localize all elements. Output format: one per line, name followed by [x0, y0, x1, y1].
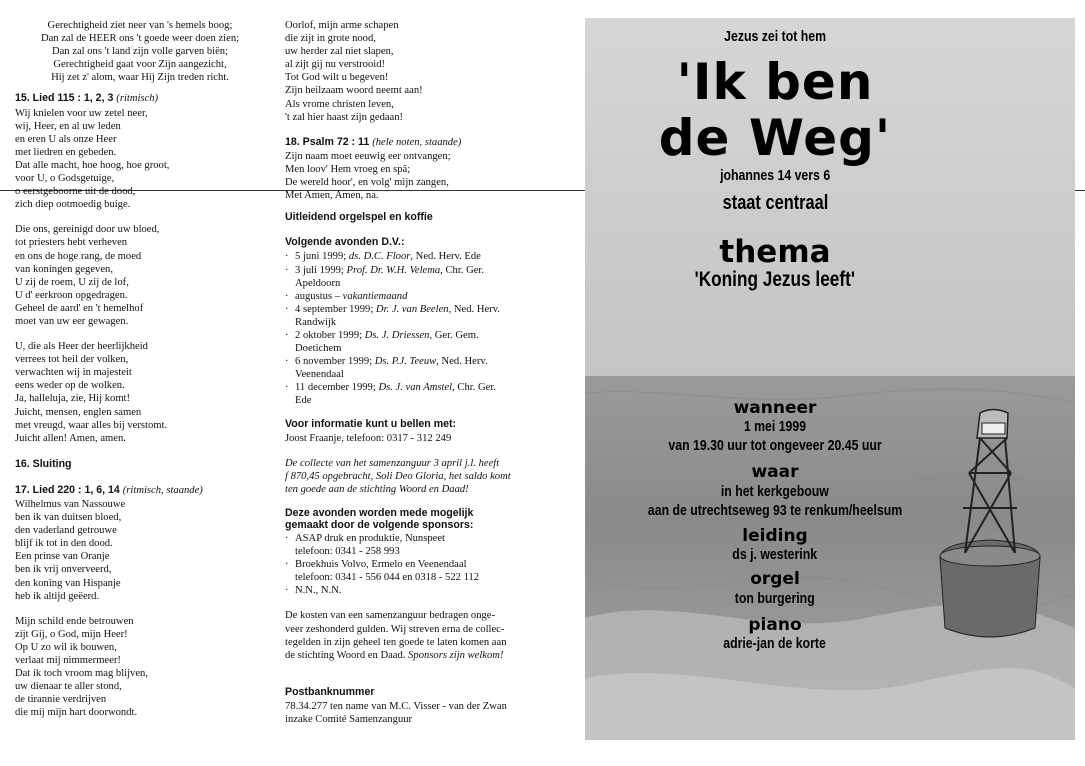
- text-line: Geheel de aard' en 't hemelhof: [15, 302, 144, 314]
- text-line: uw dienaar te aller stond,: [15, 681, 122, 693]
- text-line: Als vrome christen leven,: [285, 98, 394, 110]
- title-line-2: de Weg': [658, 109, 892, 167]
- sponsor-line: · Broekhuis Volvo, Ermelo en Veenendaal: [285, 558, 535, 571]
- text-line: tot priesters hebt verheven: [15, 237, 128, 249]
- text-line: zijt Gij, o God, mijn Heer!: [15, 628, 128, 640]
- text-line: Men loov' Hem vroeg en spâ;: [285, 163, 411, 175]
- section-15-note: (ritmisch): [116, 93, 159, 105]
- text-line: Hij zet z' alom, waar Hij Zijn treden richt.: [51, 72, 229, 84]
- text-line: ten goede aan de stichting Woord en Daad!: [285, 483, 469, 495]
- avonden-list: [285, 250, 535, 407]
- avond-speaker: Ds. J. van Amstel: [378, 382, 453, 394]
- info-contact: [285, 432, 535, 445]
- section-16-heading: [15, 458, 265, 471]
- title-line-1: 'Ik ben: [676, 53, 874, 111]
- avond-text: , Ger. Gem.: [429, 329, 479, 341]
- avond-speaker: Ds. J. Driessen: [364, 329, 430, 341]
- lied-220-verse-1: [15, 498, 265, 603]
- text-line: eens weder op de wolken.: [15, 380, 125, 392]
- avond-item: [285, 355, 535, 368]
- orgel-name: ton burgering: [735, 590, 815, 607]
- text-line: Die ons, gereinigd door uw bloed,: [15, 224, 160, 236]
- text-line: Zijn naam moet eeuwig eer ontvangen;: [285, 150, 451, 162]
- text-line: Op U zo wil ik bouwen,: [15, 641, 117, 653]
- avond-text: augustus –: [295, 290, 343, 302]
- avond-item: [285, 264, 535, 277]
- text-line: Gerechtigheid ziet neer van 's hemels boog;: [47, 20, 233, 31]
- avond-speaker: Dr. J. van Beelen: [375, 303, 449, 315]
- avond-speaker: Ds. P.J. Teeuw: [374, 356, 437, 368]
- uitleidend-heading: [285, 211, 535, 224]
- column-middle: [285, 19, 535, 726]
- sponsors-welcome: Sponsors zijn welkom!: [408, 649, 504, 661]
- avond-place: Apeldoorn: [295, 277, 341, 289]
- avond-place: Veenendaal: [295, 369, 344, 381]
- volgende-title: Volgende avonden D.V.:: [285, 236, 405, 249]
- place-line-2: aan de utrechtseweg 93 te renkum/heelsum: [647, 502, 903, 519]
- text-line: den koning van Hispanje: [15, 577, 121, 589]
- thema-text: 'Koning Jezus leeft': [694, 268, 856, 291]
- sponsor-line: · N.N., N.N.: [285, 584, 535, 597]
- text-line: U d' eerkroon opgedragen.: [15, 289, 128, 301]
- avond-place: Doetichem: [295, 343, 342, 355]
- postbank-title: Postbanknummer: [285, 685, 375, 698]
- section-17-heading: [15, 484, 265, 497]
- cover-panel: [585, 18, 1075, 740]
- wanneer-label: wanneer: [733, 398, 817, 418]
- avond-place: Randwijk: [295, 316, 337, 328]
- text-line: Dan zal ons 't land zijn volle garven biën;: [51, 46, 229, 58]
- text-line: met liedren en gebeden.: [15, 146, 117, 158]
- text-line: Dat ik toch vroom mag blijven,: [15, 668, 148, 680]
- text-line: de tirannie verdrijven: [15, 694, 107, 706]
- section-16-title: 16. Sluiting: [15, 457, 72, 470]
- text-line: Zijn heilzaam woord neemt aan!: [285, 85, 423, 97]
- text-line: inzake Comité Samenzanguur: [285, 714, 413, 726]
- section-18-note: (hele noten, staande): [372, 136, 462, 148]
- section-17-note: (ritmisch, staande): [122, 484, 203, 496]
- section-18-heading: [285, 136, 535, 149]
- avond-speaker: ds. D.C. Floor: [348, 251, 411, 263]
- avond-text: , Chr. Ger.: [452, 382, 496, 394]
- text-line: Mijn schild ende betrouwen: [15, 615, 134, 627]
- postbank-info: [285, 700, 535, 726]
- avond-text: , Ned. Herv. Ede: [410, 251, 481, 263]
- kosten-line: tegelden in zijn geheel ten goede te laten komen aan: [285, 636, 507, 648]
- text-line: Dat alle macht, hoe hoog, hoe groot,: [15, 159, 170, 171]
- text-line: ben ik van duitsen bloed,: [15, 512, 122, 524]
- text-line: Gerechtigheid gaat voor Zijn aangezicht,: [53, 59, 227, 71]
- column-left: [15, 19, 265, 720]
- text-line: Tot God wilt u begeven!: [285, 72, 389, 84]
- avond-item: [285, 290, 535, 303]
- text-line: 't zal hier haast zijn gedaan!: [285, 111, 404, 123]
- bible-reference: johannes 14 vers 6: [719, 167, 831, 184]
- lied-115-verse-2: [15, 223, 265, 328]
- kicker: Jezus zei tot hem: [724, 28, 826, 45]
- avond-speaker: vakantiemaand: [342, 290, 408, 302]
- postbank-heading: [285, 686, 535, 699]
- text-line: De wereld hoor', en volg' mijn zangen,: [285, 177, 449, 189]
- section-15-title: 15. Lied 115 : 1, 2, 3: [15, 92, 114, 105]
- text-line: en ons de hoge rang, de moed: [15, 250, 142, 262]
- sponsor-line: telefoon: 0341 - 556 044 en 0318 - 522 112: [295, 572, 480, 584]
- text-line: Wij knielen voor uw zetel neer,: [15, 107, 148, 119]
- waar-label: waar: [751, 462, 799, 482]
- text-line: al zijt gij nu verstrooid!: [285, 59, 386, 71]
- text-line: ben ik vrij onverveerd,: [15, 564, 112, 576]
- thema-label: thema: [719, 234, 831, 270]
- text-line: verrees tot heil der volken,: [15, 354, 129, 366]
- sponsor-line: telefoon: 0341 - 258 993: [295, 546, 400, 558]
- avond-item: [285, 250, 535, 263]
- volgende-heading: [285, 236, 535, 249]
- text-line: o eerstgeboorne uit de dood,: [15, 186, 136, 198]
- psalm-verse-intro: [15, 19, 265, 84]
- sponsors-list: [285, 532, 535, 597]
- text-line: Met Amen, Amen, na.: [285, 190, 379, 202]
- text-line: die mij mijn hart doorwondt.: [15, 707, 138, 719]
- collecte-note: [285, 457, 535, 496]
- text-line: en eren U als onze Heer: [15, 133, 117, 145]
- text-line: Juicht, mensen, englen samen: [15, 406, 142, 418]
- text-line: Wilhelmus van Nassouwe: [15, 499, 126, 510]
- avond-text: 3 juli 1999;: [295, 264, 347, 276]
- kosten-line: De kosten van een samenzanguur bedragen onge-: [285, 610, 496, 622]
- avond-text: 11 december 1999;: [295, 382, 379, 394]
- leiding-name: ds j. westerink: [732, 546, 818, 563]
- sponsor-heading: [285, 507, 535, 531]
- avond-item: [285, 303, 535, 316]
- uitleidend-text: Uitleidend orgelspel en koffie: [285, 211, 433, 224]
- avond-text: , Chr. Ger.: [440, 264, 485, 276]
- event-date: 1 mei 1999: [743, 418, 807, 435]
- piano-label: piano: [748, 615, 802, 635]
- text-line: Oorlof, mijn arme schapen: [285, 20, 399, 31]
- place-line-1: in het kerkgebouw: [720, 483, 829, 500]
- avond-text: 4 september 1999;: [295, 303, 376, 315]
- avond-text: 6 november 1999;: [295, 356, 375, 368]
- kosten-line: veer zeshonderd gulden. Wij streven erna de collec-: [285, 623, 505, 635]
- event-time: van 19.30 uur tot ongeveer 20.45 uur: [668, 437, 882, 454]
- avond-item: [285, 329, 535, 342]
- info-text: Joost Fraanje, telefoon: 0317 - 312 249: [285, 432, 452, 444]
- lied-115-verse-1: [15, 107, 265, 212]
- leiding-label: leiding: [742, 526, 808, 546]
- text-line: verlaat mij nimmermeer!: [15, 655, 121, 667]
- avond-text: 2 oktober 1999;: [295, 329, 365, 341]
- avond-place: Ede: [295, 395, 312, 407]
- info-title: Voor informatie kunt u bellen met:: [285, 417, 457, 430]
- text-line: Een prinse van Oranje: [15, 551, 110, 563]
- kosten-line: de stichting Woord en Daad.: [285, 649, 406, 661]
- text-line: die zijt in grote nood,: [285, 33, 376, 45]
- text-line: verwachten wij in majesteit: [15, 367, 132, 379]
- sponsor-line: · ASAP druk en produktie, Nunspeet: [285, 532, 535, 545]
- text-line: voor U, o Godsgetuige,: [15, 173, 115, 185]
- text-line: De collecte van het samenzanguur 3 april j.l. heeft: [285, 457, 500, 469]
- text-line: moet van uw eer gewagen.: [15, 315, 129, 327]
- avond-item: [285, 381, 535, 394]
- text-line: Ja, halleluja, zie, Hij komt!: [15, 393, 131, 405]
- piano-name: adrie-jan de korte: [723, 635, 827, 652]
- kosten-paragraph: [285, 609, 535, 661]
- section-17-title: 17. Lied 220 : 1, 6, 14: [15, 483, 120, 496]
- text-line: den vaderland getrouwe: [15, 525, 117, 537]
- text-line: f 870,45 opgebracht, Soli Deo Gloria, het saldo komt: [285, 470, 511, 482]
- text-line: van koningen gegeven,: [15, 263, 113, 275]
- lied-220-verse-2: [15, 615, 265, 720]
- lied-220-verse-3: [285, 19, 535, 124]
- avond-text: , Ned. Herv.: [448, 303, 500, 315]
- avond-text: 5 juni 1999;: [295, 251, 349, 263]
- lied-115-verse-3: [15, 340, 265, 445]
- text-line: blijf ik tot in den dood.: [15, 538, 113, 550]
- info-heading: [285, 418, 535, 431]
- text-line: gemaakt door de volgende sponsors:: [285, 519, 474, 531]
- text-line: Dan zal de HEER ons 't goede weer doen zien;: [40, 33, 240, 45]
- orgel-label: orgel: [750, 569, 800, 589]
- text-line: wij, Heer, en al uw leden: [15, 120, 121, 132]
- text-line: zich diep ootmoedig buige.: [15, 199, 131, 211]
- avond-text: , Ned. Herv.: [436, 356, 488, 368]
- avond-speaker: Prof. Dr. W.H. Velema: [346, 264, 441, 276]
- text-line: 78.34.277 ten name van M.C. Visser - van der Zwan: [285, 700, 507, 712]
- text-line: Deze avonden worden mede mogelijk: [285, 507, 474, 519]
- text-line: heb ik altijd geëerd.: [15, 590, 100, 602]
- section-15-heading: [15, 92, 265, 105]
- text-line: U zij de roem, U zij de lof,: [15, 276, 129, 288]
- text-line: uw herder zal niet slapen,: [285, 46, 394, 58]
- staat-centraal: staat centraal: [722, 192, 828, 214]
- text-line: met vreugd, waar alles bij verstomt.: [15, 419, 168, 431]
- text-line: U, die als Heer der heerlijkheid: [15, 341, 148, 353]
- text-line: Juicht allen! Amen, amen.: [15, 432, 126, 444]
- section-18-title: 18. Psalm 72 : 11: [285, 135, 370, 148]
- psalm-72-verse: [285, 150, 535, 202]
